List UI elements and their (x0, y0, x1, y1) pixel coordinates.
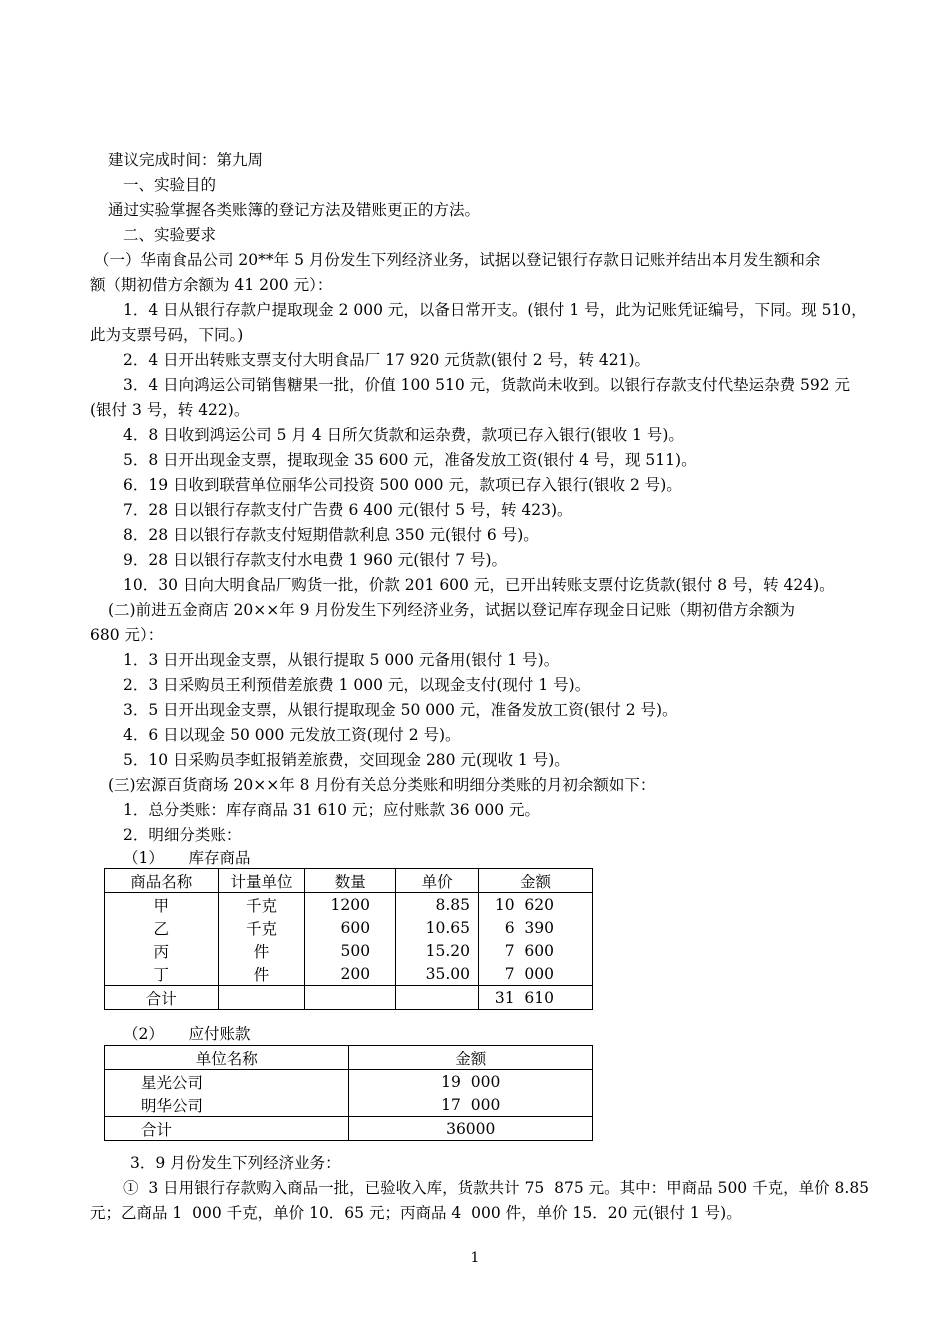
section2-title: 二、实验要求 (123, 226, 217, 244)
table-header-cell: 计量单位 (218, 869, 305, 893)
inventory-table (104, 868, 593, 1010)
table-cell: 31 610 (479, 986, 593, 1010)
table-total-row (105, 1117, 593, 1141)
table-cell: 丁 (105, 962, 219, 986)
sept-title: 3．9 月份发生下列经济业务： (130, 1154, 341, 1172)
part2-intro-line1: (二)前进五金商店 20××年 9 月份发生下列经济业务，试据以登记库存现金日记账（期初借方余额为 (108, 601, 795, 619)
table-cell: 200 (305, 962, 396, 986)
part1-item: 6．19 日收到联营单位丽华公司投资 500 000 元，款项已存入银行(银收 2 号)。 (123, 476, 682, 494)
table2-caption: （2） 应付账款 (123, 1025, 251, 1043)
table-header-cell: 金额 (479, 869, 593, 893)
part1-item: 5．8 日开出现金支票，提取现金 35 600 元，准备发放工资(银付 4 号，现 511)。 (123, 451, 697, 469)
table-cell: 7 600 (479, 939, 593, 962)
table-header-cell: 数量 (305, 869, 396, 893)
payables-table (104, 1045, 593, 1141)
part1-item: 10．30 日向大明食品厂购货一批，价款 201 600 元，已开出转账支票付讫货款(银付 8 号，转 424)。 (123, 576, 835, 594)
part1-item-cont: 此为支票号码，下同。) (90, 326, 244, 344)
table-cell: 8.85 (396, 893, 479, 917)
part1-item-cont: (银付 3 号，转 422)。 (90, 401, 250, 419)
table-cell: 星光公司 (105, 1070, 349, 1094)
table-cell: 甲 (105, 893, 219, 917)
part2-intro-line2: 680 元）： (90, 626, 164, 644)
table-header-cell: 金额 (349, 1046, 593, 1070)
part1-item: 9．28 日以银行存款支付水电费 1 960 元(银付 7 号)。 (123, 551, 508, 569)
table-total-row (105, 986, 593, 1010)
table-cell: 千克 (218, 893, 305, 917)
table-cell: 丙 (105, 939, 219, 962)
table-cell: 合计 (105, 1117, 349, 1141)
table-cell: 600 (305, 916, 396, 939)
table-cell: 件 (218, 962, 305, 986)
sept-item1-line1: ① 3 日用银行存款购入商品一批，已验收入库，货款共计 75 875 元。其中：甲商品 500 千克，单价 8.85 (123, 1179, 870, 1197)
part1-item: 7．28 日以银行存款支付广告费 6 400 元(银付 5 号，转 423)。 (123, 501, 573, 519)
table-cell: 6 390 (479, 916, 593, 939)
table-header-row (105, 1046, 593, 1070)
table-row (105, 893, 593, 917)
sept-item1-line2: 元；乙商品 1 000 千克，单价 10．65 元；丙商品 4 000 件，单价 15．20 元(银付 1 号)。 (90, 1204, 742, 1222)
table-cell: 19 000 (349, 1070, 593, 1094)
part3-detail: 2．明细分类账： (123, 826, 242, 844)
table-row (105, 916, 593, 939)
part1-item: 2．4 日开出转账支票支付大明食品厂 17 920 元货款(银付 2 号，转 421)。 (123, 351, 651, 369)
table-cell: 500 (305, 939, 396, 962)
table-cell: 千克 (218, 916, 305, 939)
table-cell: 17 000 (349, 1093, 593, 1117)
table-cell (305, 986, 396, 1010)
part1-intro-line2: 额（期初借方余额为 41 200 元）： (90, 276, 333, 294)
table-cell: 件 (218, 939, 305, 962)
table-header-cell: 单价 (396, 869, 479, 893)
part2-item: 4．6 日以现金 50 000 元发放工资(现付 2 号)。 (123, 726, 461, 744)
part3-intro: (三)宏源百货商场 20××年 8 月份有关总分类账和明细分类账的月初余额如下： (108, 776, 656, 794)
part2-item: 1．3 日开出现金支票，从银行提取 5 000 元备用(银付 1 号)。 (123, 651, 560, 669)
part1-item: 1．4 日从银行存款户提取现金 2 000 元，以备日常开支。(银付 1 号，此为记账凭证编号，下同。现 510， (123, 301, 867, 319)
table-row (105, 939, 593, 962)
table-cell: 35.00 (396, 962, 479, 986)
part1-item: 3．4 日向鸿运公司销售糖果一批，价值 100 510 元，货款尚未收到。以银行存款支付代垫运杂费 592 元 (123, 376, 851, 394)
table-row (105, 1093, 593, 1117)
table-header-cell: 商品名称 (105, 869, 219, 893)
table-cell: 合计 (105, 986, 219, 1010)
page-number: 1 (470, 1250, 480, 1266)
table-cell: 10 620 (479, 893, 593, 917)
table-cell (218, 986, 305, 1010)
table-row (105, 1070, 593, 1094)
table-header-row (105, 869, 593, 893)
table-cell: 10.65 (396, 916, 479, 939)
table-cell: 乙 (105, 916, 219, 939)
table-cell: 7 000 (479, 962, 593, 986)
part3-general: 1．总分类账：库存商品 31 610 元；应付账款 36 000 元。 (123, 801, 541, 819)
part2-item: 5．10 日采购员李虹报销差旅费，交回现金 280 元(现收 1 号)。 (123, 751, 570, 769)
section1-text: 通过实验掌握各类账簿的登记方法及错账更正的方法。 (108, 201, 481, 219)
suggested-time: 建议完成时间：第九周 (108, 151, 264, 169)
section1-title: 一、实验目的 (123, 176, 217, 194)
table-cell: 15.20 (396, 939, 479, 962)
part2-item: 3．5 日开出现金支票，从银行提取现金 50 000 元，准备发放工资(银付 2 号)。 (123, 701, 678, 719)
part1-intro-line1: （一）华南食品公司 20**年 5 月份发生下列经济业务，试据以登记银行存款日记账并结出本月发生额和余 (94, 251, 821, 269)
table-cell: 36000 (349, 1117, 593, 1141)
table1-caption: （1） 库存商品 (123, 849, 251, 867)
table-header-cell: 单位名称 (105, 1046, 349, 1070)
table-row (105, 962, 593, 986)
table-cell (396, 986, 479, 1010)
part2-item: 2．3 日采购员王利预借差旅费 1 000 元，以现金支付(现付 1 号)。 (123, 676, 591, 694)
part1-item: 4．8 日收到鸿运公司 5 月 4 日所欠货款和运杂费，款项已存入银行(银收 1 号)。 (123, 426, 684, 444)
table-cell: 明华公司 (105, 1093, 349, 1117)
table-cell: 1200 (305, 893, 396, 917)
part1-item: 8．28 日以银行存款支付短期借款利息 350 元(银付 6 号)。 (123, 526, 539, 544)
